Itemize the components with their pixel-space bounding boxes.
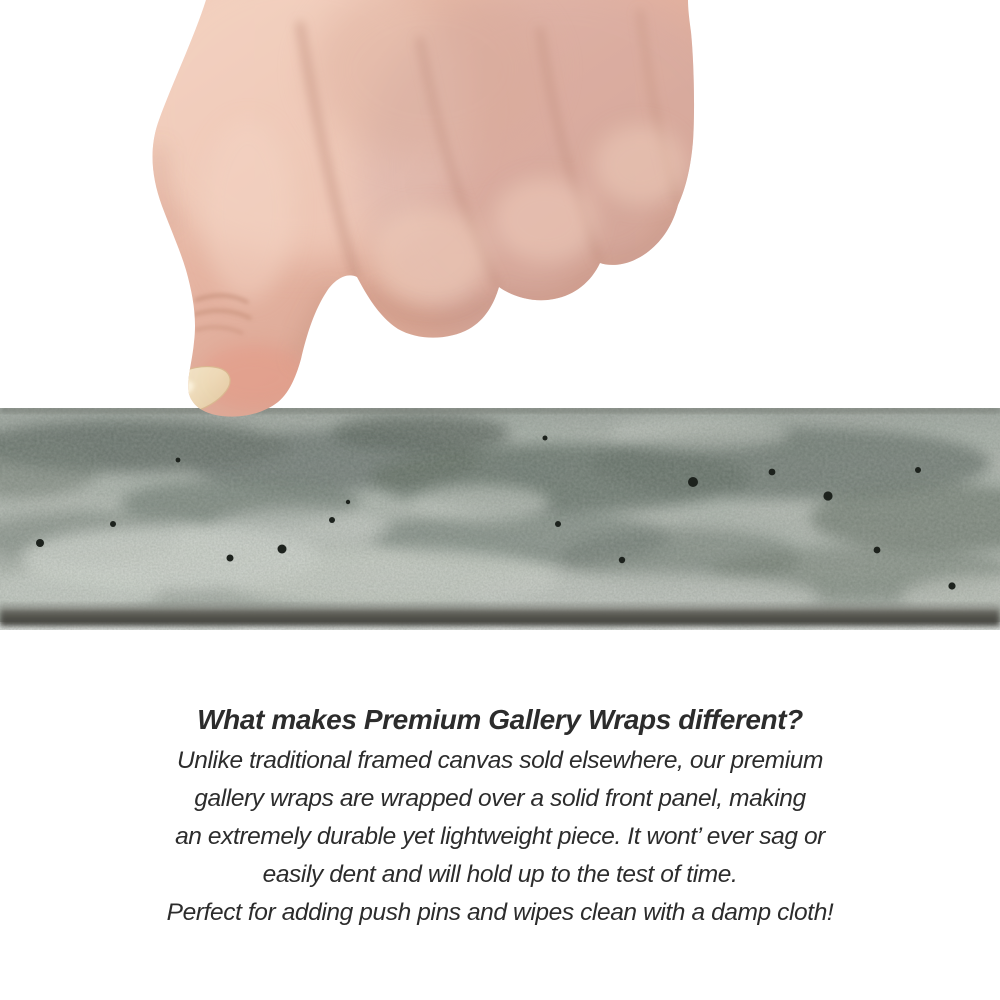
copy-heading: What makes Premium Gallery Wraps different? [197, 704, 803, 735]
hand-pressing-image [0, 0, 1000, 430]
hand-illustration [0, 0, 1000, 430]
copy-line-2: gallery wraps are wrapped over a solid front panel, making [194, 785, 806, 812]
canvas-edge-strip [0, 408, 1000, 630]
copy-line-3: an extremely durable yet lightweight piece. It wont’ ever sag or [175, 823, 825, 850]
marketing-copy [0, 700, 1000, 932]
canvas-bottom-edge [0, 608, 1000, 626]
canvas-texture-image [0, 408, 1000, 630]
copy-line-1: Unlike traditional framed canvas sold elsewhere, our premium [177, 747, 823, 774]
copy-line-4: easily dent and will hold up to the test of time. [262, 861, 738, 888]
copy-line-5: Perfect for adding push pins and wipes clean with a damp cloth! [166, 899, 834, 926]
